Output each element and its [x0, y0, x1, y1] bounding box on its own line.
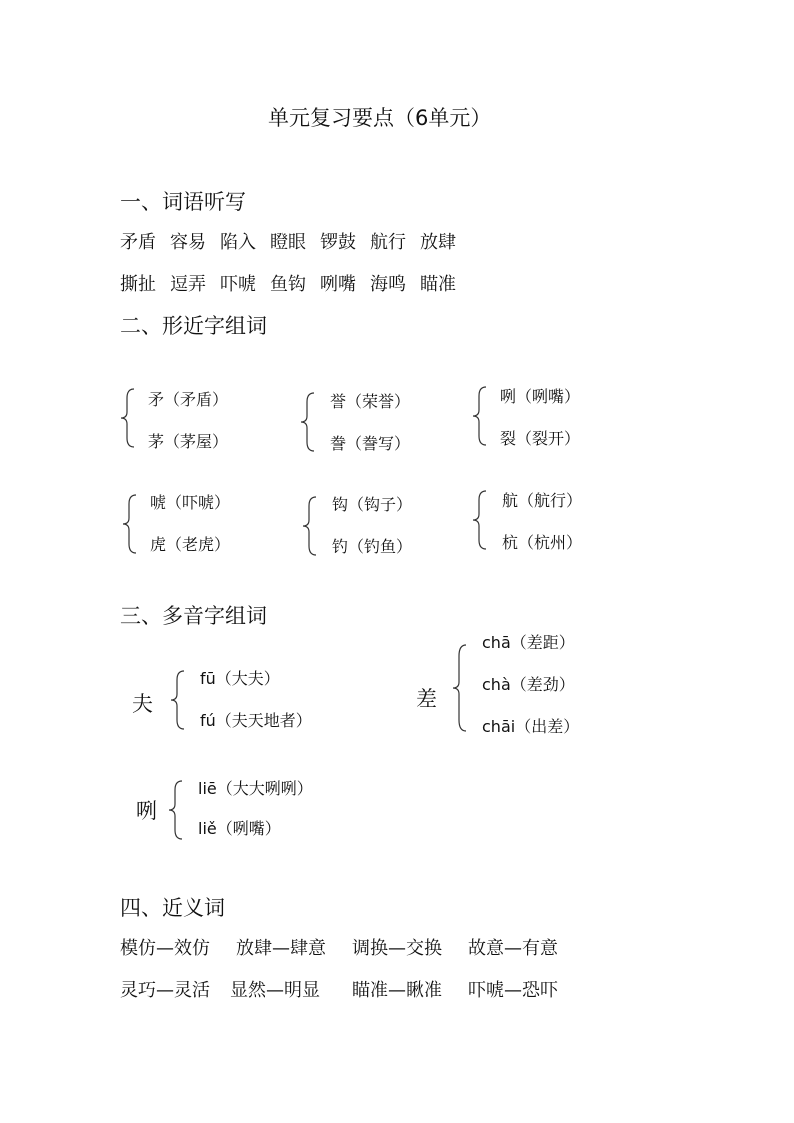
polyphonic-char-lie: 咧: [136, 799, 157, 823]
brace: [472, 490, 488, 550]
synonym-pair: 放肆—肆意: [236, 938, 326, 959]
vocab-row-1: [120, 228, 470, 254]
section-heading-similar-characters: 二、形近字组词: [120, 314, 267, 338]
similar-char-pair-item: 咧（咧嘴）: [500, 387, 581, 406]
brace: [300, 392, 316, 452]
similar-char-pair-item: 誊（誊写）: [330, 434, 411, 453]
similar-char-pair-item: 茅（茅屋）: [148, 432, 229, 451]
pinyin-item: liě（咧嘴）: [198, 819, 281, 838]
vocab-word: 吓唬: [220, 274, 256, 295]
synonym-pair: 模仿—效仿: [120, 938, 210, 959]
polyphonic-char-cha: 差: [416, 687, 437, 711]
synonym-pair: 调换—交换: [352, 938, 442, 959]
section-heading-synonyms: 四、近义词: [120, 896, 225, 920]
vocab-word: 陷入: [220, 232, 256, 253]
pinyin-item: fú（夫天地者）: [200, 711, 312, 730]
section-heading-polyphonic-characters: 三、多音字组词: [120, 604, 267, 628]
similar-char-pair-item: 钓（钓鱼）: [332, 537, 413, 556]
vocab-word: 航行: [370, 232, 406, 253]
brace: [472, 386, 488, 446]
vocab-word: 放肆: [420, 232, 456, 253]
synonym-pair: 显然—明显: [230, 980, 320, 1001]
synonym-row-1: [120, 934, 572, 960]
similar-char-pair-item: 矛（矛盾）: [148, 390, 229, 409]
polyphonic-char-fu: 夫: [132, 692, 153, 716]
similar-char-pair-item: 钩（钩子）: [332, 495, 413, 514]
vocab-row-2: [120, 270, 470, 296]
synonym-row-2: [120, 976, 572, 1002]
vocab-word: 瞪眼: [270, 232, 306, 253]
pinyin-item: chà（差劲）: [482, 675, 575, 694]
vocab-word: 逗弄: [170, 274, 206, 295]
pinyin-item: fū（大夫）: [200, 669, 280, 688]
vocab-word: 鱼钩: [270, 274, 306, 295]
similar-char-pair-item: 杭（杭州）: [502, 533, 583, 552]
section-heading-vocabulary: 一、词语听写: [120, 190, 246, 214]
similar-char-pair-item: 誉（荣誉）: [330, 392, 411, 411]
vocab-word: 容易: [170, 232, 206, 253]
synonym-pair: 故意—有意: [468, 938, 558, 959]
brace: [122, 494, 138, 554]
brace: [302, 496, 318, 556]
page-title: 单元复习要点（6单元）: [268, 106, 492, 130]
vocab-word: 撕扯: [120, 274, 156, 295]
brace: [170, 670, 186, 730]
brace: [452, 644, 468, 732]
vocab-word: 锣鼓: [320, 232, 356, 253]
synonym-pair: 吓唬—恐吓: [468, 980, 558, 1001]
similar-char-pair-item: 虎（老虎）: [150, 535, 231, 554]
vocab-word: 咧嘴: [320, 274, 356, 295]
similar-char-pair-item: 裂（裂开）: [500, 429, 581, 448]
pinyin-item: chā（差距）: [482, 633, 575, 652]
brace: [120, 388, 136, 448]
vocab-word: 瞄准: [420, 274, 456, 295]
vocab-word: 海鸣: [370, 274, 406, 295]
similar-char-pair-item: 唬（吓唬）: [150, 493, 231, 512]
synonym-pair: 瞄准—瞅准: [352, 980, 442, 1001]
synonym-pair: 灵巧—灵活: [120, 980, 210, 1001]
pinyin-item: liē（大大咧咧）: [198, 779, 313, 798]
pinyin-item: chāi（出差）: [482, 717, 580, 736]
similar-char-pair-item: 航（航行）: [502, 491, 583, 510]
brace: [168, 780, 184, 840]
vocab-word: 矛盾: [120, 232, 156, 253]
